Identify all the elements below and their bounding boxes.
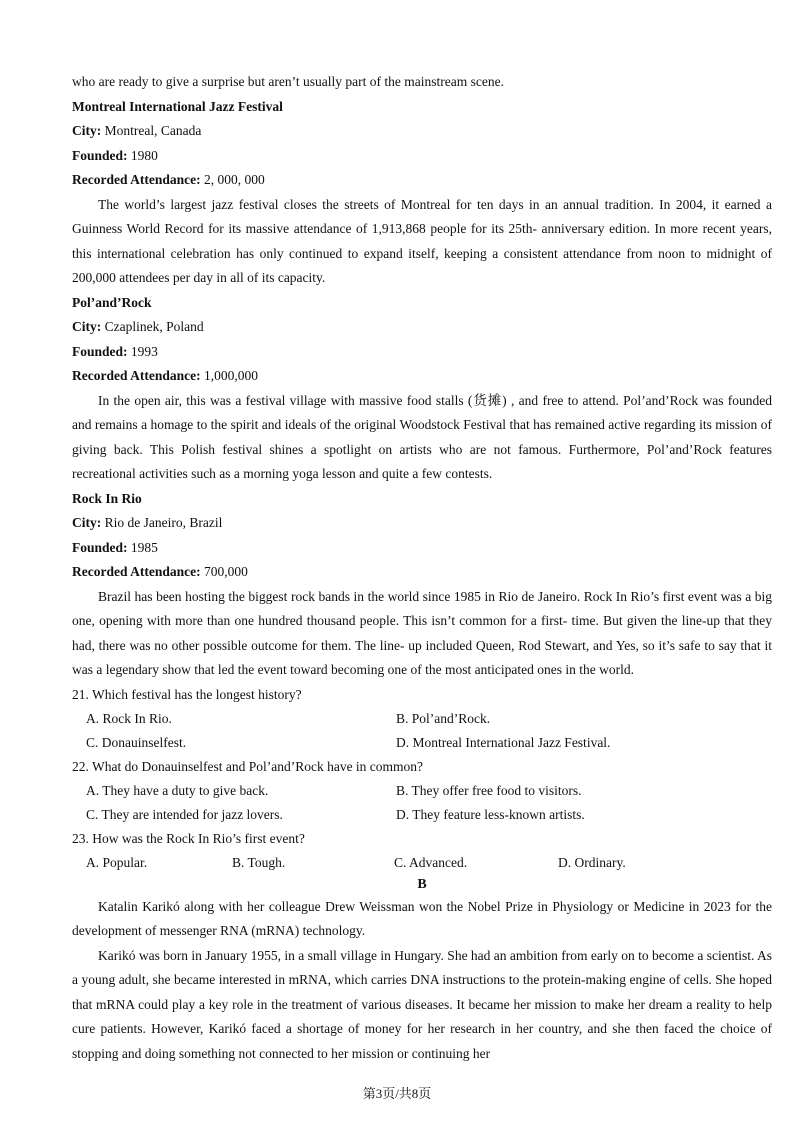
page-content	[72, 70, 772, 1066]
question-stem: 23. How was the Rock In Rio’s first event?	[72, 830, 305, 846]
festival-name: Montreal International Jazz Festival	[72, 98, 283, 114]
option-b: B. They offer free food to visitors.	[396, 782, 582, 798]
option-c: C. Advanced.	[394, 854, 468, 870]
question-stem: 21. Which festival has the longest history?	[72, 686, 302, 702]
festival-founded: Founded: 1980	[72, 147, 158, 163]
question-22	[72, 755, 772, 827]
festival-city: City: Rio de Janeiro, Brazil	[72, 515, 223, 530]
festival-city: City: Czaplinek, Poland	[72, 319, 204, 334]
section-b	[72, 875, 772, 1067]
festival-name: Rock In Rio	[72, 490, 142, 506]
option-a: A. They have a duty to give back.	[86, 782, 269, 798]
section-heading: B	[417, 876, 427, 892]
festival-name: Pol’and’Rock	[72, 294, 152, 310]
option-d: D. Ordinary.	[558, 854, 626, 870]
option-b: B. Pol’and’Rock.	[396, 710, 491, 726]
festival-description: In the open air, this was a festival village with massive food stalls (货摊) , and free to attend. Pol’and’Rock was founded and remains a homage to the spirit and ideals of the original Woodstock Festival that has remained active regarding its mission of giving back. This Polish festival shines a spotlight on artists who are not famous. Furthermore, Pol’and’Rock features recreational activities such as a morning yoga lesson and quite a few contests.	[72, 392, 772, 481]
festival-attendance: Recorded Attendance: 700,000	[72, 564, 248, 579]
festival-description: Brazil has been hosting the biggest rock bands in the world since 1985 in Rio de Janeiro. Rock In Rio’s first event was a big one, opening with more than one hundred thousand people. This isn’t common for a first- time. But given the line-up that they had, there was no other possible outcome for them. The line- up included Queen, Rod Stewart, and Yes, so it’s safe to say that it was a legendary show that led the event toward becoming one of the most anticipated ones in the world.	[72, 588, 772, 677]
option-d: D. They feature less-known artists.	[396, 806, 585, 822]
festival-entry	[72, 95, 772, 291]
question-options	[72, 851, 772, 875]
question-options	[72, 779, 772, 827]
question-stem: 22. What do Donauinselfest and Pol’and’Rock have in common?	[72, 758, 424, 774]
option-a: A. Popular.	[86, 854, 148, 870]
question-21	[72, 683, 772, 755]
festival-attendance: Recorded Attendance: 1,000,000	[72, 368, 258, 383]
festival-description: The world’s largest jazz festival closes the streets of Montreal for ten days in an annual tradition. In 2004, it earned a Guinness World Record for its massive attendance of 1,913,868 people for its 25th- anniversary edition. In more recent years, this international celebration has only continued to expand itself, keeping a consistent attendance from noon to midnight of 200,000 attendees per day in all of its capacity.	[72, 196, 772, 285]
question-23	[72, 827, 772, 875]
festival-attendance: Recorded Attendance: 2, 000, 000	[72, 172, 265, 187]
festival-founded: Founded: 1985	[72, 539, 158, 555]
option-d: D. Montreal International Jazz Festival.	[396, 734, 611, 750]
option-b: B. Tough.	[232, 854, 286, 870]
festival-founded: Founded: 1993	[72, 343, 158, 359]
festival-entry	[72, 487, 772, 683]
question-options	[72, 707, 772, 755]
option-a: A. Rock In Rio.	[86, 710, 172, 726]
festival-city: City: Montreal, Canada	[72, 123, 202, 138]
option-c: C. Donauinselfest.	[86, 734, 187, 750]
intro-line: who are ready to give a surprise but aren’t usually part of the mainstream scene.	[72, 74, 504, 89]
section-paragraph: Karikó was born in January 1955, in a small village in Hungary. She had an ambition from early on to become a scientist. As a young adult, she became interested in mRNA, which carries DNA instructions to the protein-making engine of cells. She hoped that mRNA could play a key role in the treatment of various diseases. It became her mission to make her dream a reality to help cure patients. However, Karikó faced a shortage of money for her research in her country, and she then faced the choice of stopping and doing something not connected to her mission or continuing her	[72, 947, 772, 1061]
page-number: 第3页/共8页	[362, 1086, 432, 1101]
section-paragraph: Katalin Karikó along with her colleague Drew Weissman won the Nobel Prize in Physiology or Medicine in 2023 for the development of messenger RNA (mRNA) technology.	[72, 898, 772, 938]
option-c: C. They are intended for jazz lovers.	[86, 806, 283, 822]
festival-entry	[72, 291, 772, 487]
